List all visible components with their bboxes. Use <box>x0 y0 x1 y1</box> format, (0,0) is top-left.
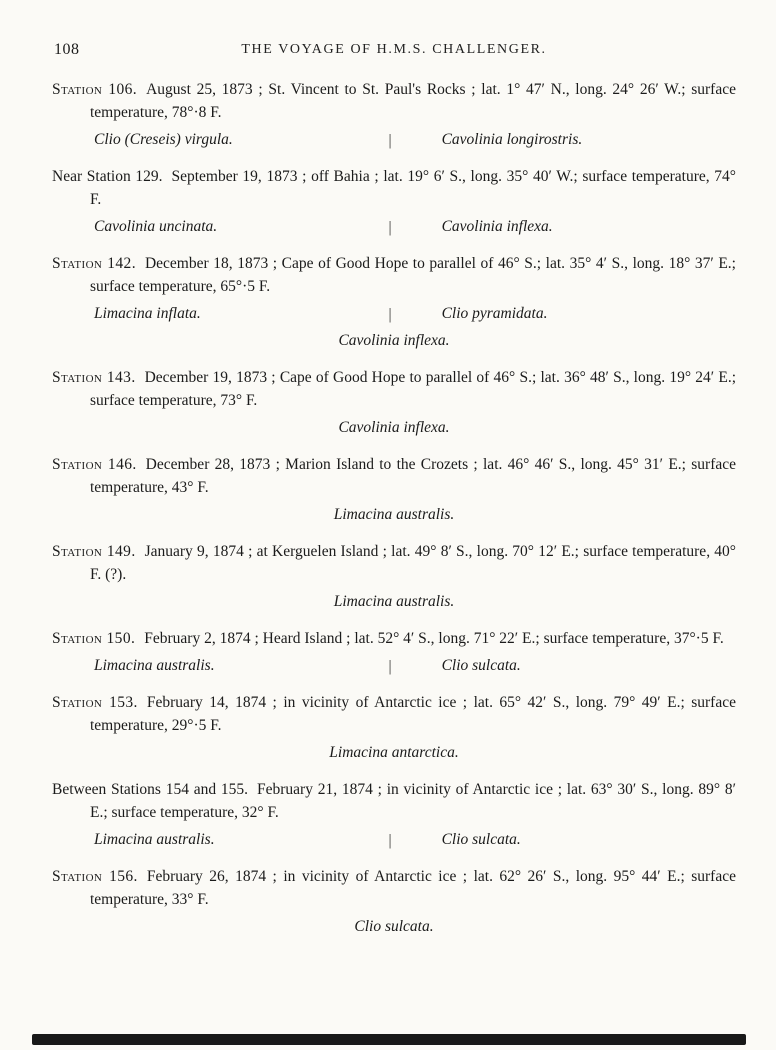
station-details: February 26, 1874 ; in vicinity of Antarctic ice ; lat. 62° 26′ S., long. 95° 44′ E.; surface temperature, 33° F. <box>90 868 736 908</box>
column-divider: | <box>388 306 392 323</box>
species-row <box>52 128 736 151</box>
species-row <box>52 741 736 764</box>
station-label: Station 156. <box>52 868 138 885</box>
page-header <box>52 38 736 62</box>
species-row <box>52 416 736 439</box>
page-number: 108 <box>54 41 80 58</box>
station-paragraph <box>52 778 736 824</box>
station-label: Near Station 129. <box>52 168 163 185</box>
species-name-center: Limacina australis. <box>333 506 455 523</box>
station-entry <box>52 252 736 352</box>
station-label: Station 143. <box>52 369 136 386</box>
column-divider: | <box>388 658 392 675</box>
column-divider: | <box>388 832 392 849</box>
station-entry <box>52 366 736 439</box>
station-label: Station 106. <box>52 81 138 98</box>
station-details: February 14, 1874 ; in vicinity of Antarctic ice ; lat. 65° 42′ S., long. 79° 49′ E.; surface temperature, 29°·5 F. <box>90 694 736 734</box>
station-paragraph <box>52 540 736 586</box>
species-name-right: Clio sulcata. <box>441 657 521 674</box>
station-label: Station 142. <box>52 255 136 272</box>
station-details: January 9, 1874 ; at Kerguelen Island ; lat. 49° 8′ S., long. 70° 12′ E.; surface temperature, 40° F. (?). <box>90 543 736 583</box>
station-details: August 25, 1873 ; St. Vincent to St. Paul's Rocks ; lat. 1° 47′ N., long. 24° 26′ W.; surface temperature, 78°·8 F. <box>90 81 736 121</box>
species-name-left: Clio (Creseis) virgula. <box>94 131 233 148</box>
station-entry <box>52 865 736 938</box>
station-paragraph <box>52 366 736 412</box>
species-name-center: Clio sulcata. <box>354 918 434 935</box>
species-name-right: Cavolinia longirostris. <box>441 131 583 148</box>
station-paragraph <box>52 252 736 298</box>
species-name-left: Limacina australis. <box>94 657 215 674</box>
column-divider: | <box>388 219 392 236</box>
species-row <box>52 915 736 938</box>
running-title: THE VOYAGE OF H.M.S. CHALLENGER. <box>241 42 547 57</box>
species-name-center: Limacina antarctica. <box>329 744 459 761</box>
station-details: December 18, 1873 ; Cape of Good Hope to parallel of 46° S.; lat. 35° 4′ S., long. 18° 37′ E.; surface temperature, 65°·5 F. <box>90 255 736 295</box>
species-name-right: Cavolinia inflexa. <box>441 218 553 235</box>
species-row <box>52 503 736 526</box>
station-label: Between Stations 154 and 155. <box>52 781 248 798</box>
station-details: February 2, 1874 ; Heard Island ; lat. 52° 4′ S., long. 71° 22′ E.; surface temperature, 37°·5 F. <box>144 630 724 647</box>
species-name-left: Cavolinia uncinata. <box>94 218 218 235</box>
species-name-right: Clio sulcata. <box>441 831 521 848</box>
station-paragraph <box>52 78 736 124</box>
station-details: December 28, 1873 ; Marion Island to the Crozets ; lat. 46° 46′ S., long. 45° 31′ E.; surface temperature, 43° F. <box>90 456 736 496</box>
column-divider: | <box>388 132 392 149</box>
species-row <box>52 215 736 238</box>
station-entry <box>52 453 736 526</box>
station-entry <box>52 540 736 613</box>
station-paragraph <box>52 691 736 737</box>
station-paragraph <box>52 865 736 911</box>
station-label: Station 149. <box>52 543 136 560</box>
station-details: December 19, 1873 ; Cape of Good Hope to parallel of 46° S.; lat. 36° 48′ S., long. 19° 24′ E.; surface temperature, 73° F. <box>90 369 736 409</box>
station-entry <box>52 778 736 851</box>
species-name-left: Limacina inflata. <box>94 305 201 322</box>
station-entry <box>52 78 736 151</box>
station-details: February 21, 1874 ; in vicinity of Antarctic ice ; lat. 63° 30′ S., long. 89° 8′ E.; surface temperature, 32° F. <box>90 781 736 821</box>
species-name-left: Limacina australis. <box>94 831 215 848</box>
station-paragraph <box>52 165 736 211</box>
station-paragraph <box>52 627 736 650</box>
scan-artifact-bar <box>32 1034 746 1045</box>
species-row <box>52 828 736 851</box>
species-row <box>52 302 736 325</box>
species-name-center: Cavolinia inflexa. <box>338 332 450 349</box>
station-label: Station 150. <box>52 630 136 647</box>
species-row <box>52 329 736 352</box>
species-name-center: Limacina australis. <box>333 593 455 610</box>
station-entry <box>52 165 736 238</box>
station-entry <box>52 627 736 677</box>
station-details: September 19, 1873 ; off Bahia ; lat. 19° 6′ S., long. 35° 40′ W.; surface temperature, 74° F. <box>90 168 736 208</box>
species-row <box>52 654 736 677</box>
species-row <box>52 590 736 613</box>
species-name-right: Clio pyramidata. <box>441 305 548 322</box>
station-paragraph <box>52 453 736 499</box>
species-name-center: Cavolinia inflexa. <box>338 419 450 436</box>
station-label: Station 146. <box>52 456 137 473</box>
station-label: Station 153. <box>52 694 138 711</box>
station-entry <box>52 691 736 764</box>
